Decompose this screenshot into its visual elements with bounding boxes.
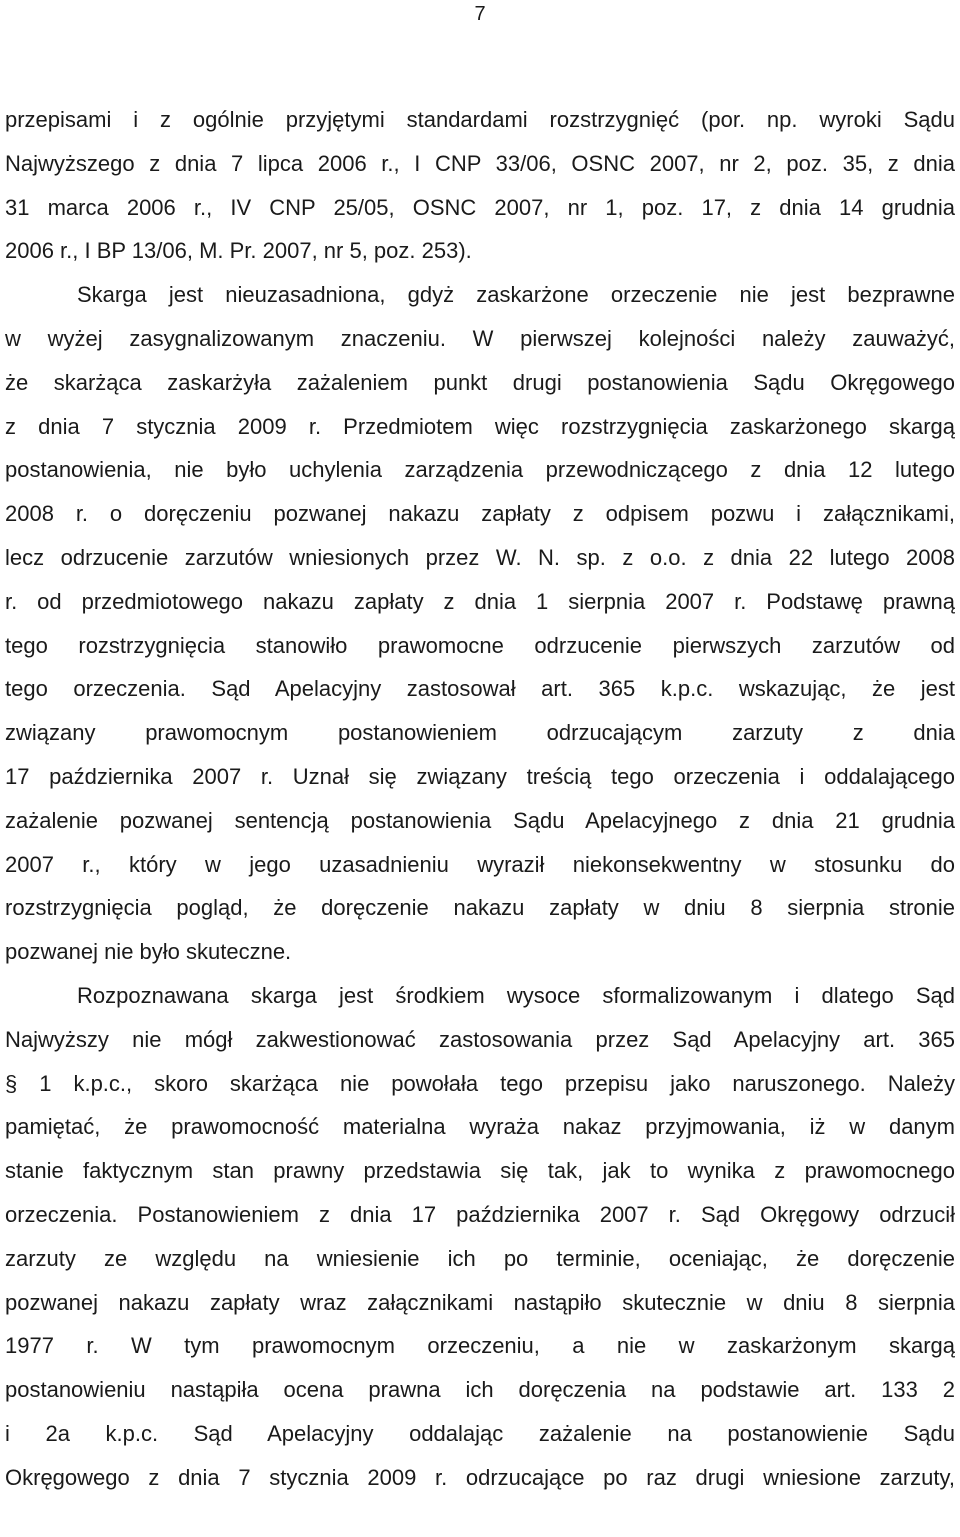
paragraph-line: lecz odrzucenie zarzutów wniesionych przez W. N. sp. z o.o. z dnia 22 lutego 2008 xyxy=(5,544,955,570)
paragraph-line: z dnia 7 stycznia 2009 r. Przedmiotem więc rozstrzygnięcia zaskarżonego skargą xyxy=(5,413,955,439)
paragraph-line: że skarżąca zaskarżyła zażaleniem punkt drugi postanowienia Sądu Okręgowego xyxy=(5,369,955,395)
paragraph-line: orzeczenia. Postanowieniem z dnia 17 października 2007 r. Sąd Okręgowy odrzucił xyxy=(5,1201,955,1227)
paragraph-line: 17 października 2007 r. Uznał się związany treścią tego orzeczenia i oddalającego xyxy=(5,763,955,789)
paragraph-line: pozwanej nie było skuteczne. xyxy=(5,939,292,965)
paragraph-line: pamiętać, że prawomocność materialna wyraża nakaz przyjmowania, iż w danym xyxy=(5,1114,955,1140)
paragraph-line: 1977 r. W tym prawomocnym orzeczeniu, a nie w zaskarżonym skargą xyxy=(5,1333,955,1359)
paragraph-line: pozwanej nakazu zapłaty wraz załącznikami nastąpiło skutecznie w dniu 8 sierpnia xyxy=(5,1289,955,1315)
paragraph-line: Rozpoznawana skarga jest środkiem wysoce sformalizowanym i dlatego Sąd xyxy=(77,982,955,1008)
paragraph-line: 2007 r., który w jego uzasadnieniu wyraził niekonsekwentny w stosunku do xyxy=(5,851,955,877)
paragraph-line: i 2a k.p.c. Sąd Apelacyjny oddalając zażalenie na postanowienie Sądu xyxy=(5,1420,955,1446)
paragraph-line: rozstrzygnięcia pogląd, że doręczenie nakazu zapłaty w dniu 8 sierpnia stronie xyxy=(5,895,955,921)
paragraph-line: Okręgowego z dnia 7 stycznia 2009 r. odrzucające po raz drugi wniesione zarzuty, xyxy=(5,1464,955,1490)
paragraph-3 xyxy=(5,974,955,1500)
paragraph-line: r. od przedmiotowego nakazu zapłaty z dnia 1 sierpnia 2007 r. Podstawę prawną xyxy=(5,588,955,614)
paragraph-line: Skarga jest nieuzasadniona, gdyż zaskarżone orzeczenie nie jest bezprawne xyxy=(77,282,955,308)
paragraph-line: § 1 k.p.c., skoro skarżąca nie powołała tego przepisu jako naruszonego. Należy xyxy=(5,1070,955,1096)
paragraph-2 xyxy=(5,273,955,974)
page-number: 7 xyxy=(474,3,486,25)
paragraph-line: stanie faktycznym stan prawny przedstawia się tak, jak to wynika z prawomocnego xyxy=(5,1158,955,1184)
paragraph-line: Najwyższego z dnia 7 lipca 2006 r., I CNP 33/06, OSNC 2007, nr 2, poz. 35, z dnia xyxy=(5,150,955,176)
paragraph-line: postanowienia, nie było uchylenia zarządzenia przewodniczącego z dnia 12 lutego xyxy=(5,457,955,483)
paragraph-line: zażalenie pozwanej sentencją postanowienia Sądu Apelacyjnego z dnia 21 grudnia xyxy=(5,807,955,833)
paragraph-line: 2006 r., I BP 13/06, M. Pr. 2007, nr 5, poz. 253). xyxy=(5,238,472,264)
paragraph-1 xyxy=(5,98,955,273)
paragraph-line: 31 marca 2006 r., IV CNP 25/05, OSNC 2007, nr 1, poz. 17, z dnia 14 grudnia xyxy=(5,194,955,220)
paragraph-line: tego orzeczenia. Sąd Apelacyjny zastosował art. 365 k.p.c. wskazując, że jest xyxy=(5,676,955,702)
paragraph-line: postanowieniu nastąpiła ocena prawna ich doręczenia na podstawie art. 133 2 xyxy=(5,1377,955,1403)
paragraph-line: zarzuty ze względu na wniesienie ich po terminie, oceniając, że doręczenie xyxy=(5,1245,955,1271)
paragraph-line: związany prawomocnym postanowieniem odrzucającym zarzuty z dnia xyxy=(5,720,955,746)
paragraph-line: 2008 r. o doręczeniu pozwanej nakazu zapłaty z odpisem pozwu i załącznikami, xyxy=(5,501,955,527)
paragraph-line: w wyżej zasygnalizowanym znaczeniu. W pierwszej kolejności należy zauważyć, xyxy=(5,325,955,351)
paragraph-line: Najwyższy nie mógł zakwestionować zastosowania przez Sąd Apelacyjny art. 365 xyxy=(5,1026,955,1052)
document-body xyxy=(5,98,955,1500)
paragraph-line: tego rozstrzygnięcia stanowiło prawomocne odrzucenie pierwszych zarzutów od xyxy=(5,632,955,658)
paragraph-line: przepisami i z ogólnie przyjętymi standardami rozstrzygnięć (por. np. wyroki Sądu xyxy=(5,107,955,132)
